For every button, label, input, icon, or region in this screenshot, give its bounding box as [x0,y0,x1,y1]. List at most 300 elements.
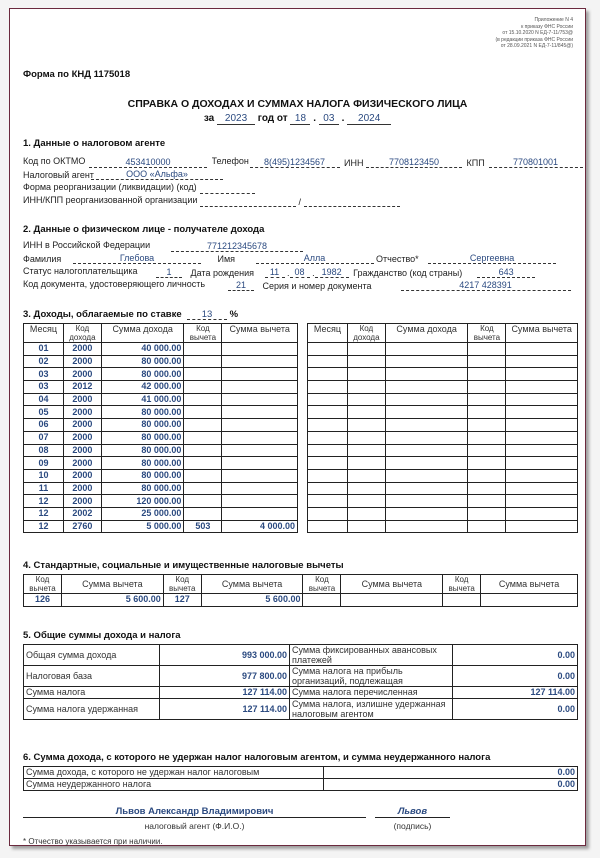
income-code [347,520,385,533]
month [308,444,348,457]
deduction-code [468,495,506,508]
income-code [347,457,385,470]
reorg-form-row [23,182,255,194]
table-row [308,419,578,432]
signature-caption: (подпись) [393,821,432,831]
income-code: 2760 [63,520,101,533]
table-row [308,482,578,495]
month [308,368,348,381]
month [308,495,348,508]
deduction-sum [222,406,298,419]
tax-base-value: 977 800.00 [160,666,290,687]
footnote: * Отчество указывается при наличии. [23,837,163,846]
person-inn-value: 771212345678 [171,241,303,252]
deduction-sum [506,343,578,356]
fixed-advance-value: 0.00 [453,645,578,666]
agent-value: ООО «Альфа» [91,169,223,180]
reorg-inn-label: ИНН/КПП реорганизованной организации [23,195,198,205]
person-inn-row [23,240,303,252]
month: 05 [24,406,64,419]
income-sum [385,381,468,394]
deduction-sum [506,495,578,508]
table-row [308,431,578,444]
month [308,520,348,533]
deduction-code [468,482,506,495]
tax-sum-value: 127 114.00 [160,687,290,699]
income-sum [385,406,468,419]
table-header-row [24,575,578,594]
income-code: 2000 [63,419,101,432]
income-sum [385,419,468,432]
percent-sign: % [229,309,239,320]
income-sum: 41 000.00 [101,393,184,406]
table-row [24,482,298,495]
col-deduction-code: Код вычета [24,575,62,594]
month [308,406,348,419]
doc-num-label: Серия и номер документа [262,281,372,291]
deduction-code [468,343,506,356]
deduction-sum [222,469,298,482]
phone-value: 8(495)1234567 [250,157,340,168]
table-row [308,469,578,482]
tax-overwithheld-label: Сумма налога, излишне удержанная налоговым агентом [290,699,453,720]
month [308,355,348,368]
col-income-code: Код дохода [63,324,101,343]
table-row [308,381,578,394]
table-row [24,368,298,381]
deduction-sum [506,520,578,533]
income-table-right [307,323,578,533]
table-row [24,699,578,720]
income-sum: 80 000.00 [101,444,184,457]
agent-full-name: Львов Александр Владимирович [23,806,366,818]
deduction-code: 127 [163,594,201,607]
reorg-label: Форма реорганизации (ликвидации) (код) [23,182,197,192]
deduction-code [468,393,506,406]
table-row [24,779,578,791]
deduction-code [184,507,222,520]
month: 07 [24,431,64,444]
tax-sum-label: Сумма налога [24,687,160,699]
doc-code-label: Код документа, удостоверяющего личность [23,279,206,289]
income-code [347,343,385,356]
income-code: 2000 [63,355,101,368]
deduction-sum [506,368,578,381]
col-deduction-sum: Сумма вычета [481,575,578,594]
income-sum [385,431,468,444]
date-month: 03 [319,113,339,125]
deduction-code [468,507,506,520]
fixed-advance-label: Сумма фиксированных авансовых платежей [290,645,453,666]
table-row [24,687,578,699]
deduction-code [184,457,222,470]
section6-heading: 6. Сумма дохода, с которого не удержан налог налоговым агентом, и сумма неудержанного налога [23,752,491,763]
income-sum [385,469,468,482]
income-code [347,393,385,406]
col-deduction-sum: Сумма вычета [506,324,578,343]
deduction-sum [222,343,298,356]
month: 09 [24,457,64,470]
deduction-sum [222,507,298,520]
income-sum: 80 000.00 [101,406,184,419]
deduction-sum [222,457,298,470]
deduction-sum [506,457,578,470]
col-deduction-code: Код вычета [468,324,506,343]
income-sum: 80 000.00 [101,431,184,444]
income-sum: 80 000.00 [101,419,184,432]
tax-transferred-value: 127 114.00 [453,687,578,699]
income-table-left [23,323,298,533]
col-deduction-code: Код вычета [163,575,201,594]
deduction-code [184,368,222,381]
month [308,431,348,444]
appendix-line: к приказу ФНС России [521,23,573,30]
dot: . [341,113,345,124]
col-month: Месяц [24,324,64,343]
income-sum [385,393,468,406]
deduction-sum [481,594,578,607]
deduction-code [468,457,506,470]
income-sum: 40 000.00 [101,343,184,356]
deduction-code: 126 [24,594,62,607]
table-row [308,495,578,508]
kpp-value: 770801001 [489,157,583,168]
income-code [347,419,385,432]
income-code: 2000 [63,343,101,356]
deduction-sum [222,431,298,444]
income-code: 2000 [63,495,101,508]
income-sum [385,495,468,508]
birth-label: Дата рождения [190,268,255,278]
deduction-code [184,406,222,419]
person-doc-row [23,279,571,291]
col-deduction-sum: Сумма вычета [222,324,298,343]
deduction-code [184,343,222,356]
income-code [347,482,385,495]
income-code [347,381,385,394]
deduction-sum [506,419,578,432]
month: 03 [24,381,64,394]
agent-label: Налоговый агент [23,170,94,180]
document-date-line [10,113,585,125]
month [308,393,348,406]
col-income-sum: Сумма дохода [385,324,468,343]
month [308,507,348,520]
table-row [24,381,298,394]
oktmo-value: 453410000 [89,157,207,168]
income-sum: 80 000.00 [101,355,184,368]
tax-overwithheld-value: 0.00 [453,699,578,720]
section3-heading [23,309,238,320]
month: 03 [24,368,64,381]
col-deduction-sum: Сумма вычета [61,575,163,594]
month: 02 [24,355,64,368]
table-row [24,393,298,406]
income-sum: 120 000.00 [101,495,184,508]
deduction-code [184,393,222,406]
income-code: 2000 [63,482,101,495]
agent-name-row [23,169,223,180]
income-sum: 5 000.00 [101,520,184,533]
deduction-code [443,594,481,607]
month: 10 [24,469,64,482]
patronymic-label: Отчество* [376,254,419,264]
deduction-sum [506,469,578,482]
birth-day: 11 [265,267,285,278]
income-sum: 42 000.00 [101,381,184,394]
birth-year: 1982 [315,267,349,278]
deduction-sum [506,444,578,457]
month: 06 [24,419,64,432]
person-name-row [23,253,556,264]
totals-table [23,644,578,720]
deduction-sum [222,444,298,457]
document-title: СПРАВКА О ДОХОДАХ И СУММАХ НАЛОГА ФИЗИЧЕСКОГО ЛИЦА [127,98,468,110]
deduction-sum [506,482,578,495]
patronymic-value: Сергеевна [428,253,556,264]
document-page [9,8,586,846]
person-inn-label: ИНН в Российской Федерации [23,240,151,250]
tax-transferred-label: Сумма налога перечисленная [290,687,453,699]
appendix-line: Приложение N 4 [534,17,573,23]
deduction-sum [506,507,578,520]
table-row [308,406,578,419]
deduction-sum [506,393,578,406]
reorg-inn-row [23,195,400,207]
table-row [308,444,578,457]
income-code: 2002 [63,507,101,520]
income-sum [385,482,468,495]
section4-heading: 4. Стандартные, социальные и имущественные налоговые вычеты [23,560,344,571]
month [308,343,348,356]
income-sum: 25 000.00 [101,507,184,520]
form-code: Форма по КНД 1175018 [23,69,131,80]
col-deduction-code: Код вычета [443,575,481,594]
income-sum: 80 000.00 [101,368,184,381]
income-code: 2000 [63,368,101,381]
table-row [308,520,578,533]
deduction-code [468,355,506,368]
deduction-code [468,381,506,394]
deduction-code [184,355,222,368]
income-code [347,444,385,457]
month: 01 [24,343,64,356]
deduction-code [184,419,222,432]
appendix-note [495,17,573,50]
deduction-code [303,594,341,607]
table-row [24,520,298,533]
deduction-code [468,406,506,419]
slash: / [298,197,302,207]
dot: . [313,113,317,124]
col-income-code: Код дохода [347,324,385,343]
section2-heading: 2. Данные о физическом лице - получателе дохода [23,224,265,235]
month: 12 [24,507,64,520]
surname-value: Глебова [73,253,201,264]
income-code [347,406,385,419]
deduction-sum [222,393,298,406]
month: 04 [24,393,64,406]
col-deduction-code: Код вычета [184,324,222,343]
profit-tax-label: Сумма налога на прибыль организаций, подлежащая [290,666,453,687]
deduction-sum [506,406,578,419]
table-row [24,594,578,607]
table-row [308,355,578,368]
deduction-sum [506,381,578,394]
deduction-sum [222,495,298,508]
deduction-code [184,495,222,508]
table-row [24,645,578,666]
income-code [347,368,385,381]
reorg-kpp-value [304,196,400,207]
status-value: 1 [156,267,182,278]
table-row [24,419,298,432]
status-label: Статус налогоплательщика [23,266,138,276]
table-row [24,444,298,457]
table-row [24,343,298,356]
income-code [347,431,385,444]
income-code [347,507,385,520]
deduction-sum [222,419,298,432]
income-code [347,469,385,482]
deduction-code [184,469,222,482]
table-header-row [308,324,578,343]
table-row [24,767,578,779]
table-row [24,507,298,520]
table-row [24,406,298,419]
table-row [24,355,298,368]
income-sum [385,444,468,457]
citizenship-label: Гражданство (код страны) [353,268,463,278]
table-row [24,666,578,687]
income-code: 2000 [63,469,101,482]
month [308,419,348,432]
income-sum: 80 000.00 [101,482,184,495]
profit-tax-value: 0.00 [453,666,578,687]
table-row [308,343,578,356]
deduction-code [468,444,506,457]
doc-code-value: 21 [228,280,254,291]
unwithheld-tax-label: Сумма неудержанного налога [24,779,324,791]
section1-heading: 1. Данные о налоговом агенте [23,138,166,149]
deduction-sum [506,355,578,368]
deduction-code [468,419,506,432]
section5-heading: 5. Общие суммы дохода и налога [23,630,181,641]
income-sum [385,343,468,356]
income-sum [385,368,468,381]
phone-label: Телефон [211,156,249,166]
name-label: Имя [217,254,236,264]
agent-inn-label: ИНН [344,158,364,168]
deduction-code: 503 [184,520,222,533]
table-row [24,431,298,444]
deduction-sum [222,368,298,381]
tax-withheld-value: 127 114.00 [160,699,290,720]
deduction-code [468,520,506,533]
agent-codes-row [23,156,583,168]
income-code [347,495,385,508]
income-code: 2000 [63,406,101,419]
deduction-sum [222,355,298,368]
income-sum [385,520,468,533]
section3-heading-text: 3. Доходы, облагаемые по ставке [23,309,182,320]
col-deduction-code: Код вычета [303,575,341,594]
income-sum: 80 000.00 [101,469,184,482]
date-day: 18 [290,113,310,125]
deduction-code [468,431,506,444]
tax-rate: 13 [187,309,227,320]
deduction-code [468,368,506,381]
income-sum: 80 000.00 [101,457,184,470]
total-income-value: 993 000.00 [160,645,290,666]
unwithheld-income-label: Сумма дохода, с которого не удержан налог налоговым [24,767,324,779]
table-header-row [24,324,298,343]
appendix-line: (в редакции приказа ФНС России [495,36,573,43]
total-income-label: Общая сумма дохода [24,645,160,666]
income-code: 2000 [63,457,101,470]
signature: Львов [375,806,450,818]
tax-withheld-label: Сумма налога удержанная [24,699,160,720]
table-row [24,495,298,508]
income-code: 2000 [63,431,101,444]
oktmo-label: Код по ОКТМО [23,156,86,166]
table-row [24,457,298,470]
name-value: Алла [256,253,374,264]
income-code: 2012 [63,381,101,394]
agent-name-caption: налоговый агент (Ф.И.О.) [144,821,245,831]
month: 12 [24,520,64,533]
deduction-sum: 5 600.00 [61,594,163,607]
agent-inn-value: 7708123450 [366,157,462,168]
kpp-label: КПП [466,158,485,168]
deductions-table [23,574,578,607]
appendix-line: от 28.09.2021 N ЕД-7-11/845@) [500,43,573,49]
month: 08 [24,444,64,457]
deduction-code [184,482,222,495]
deduction-sum: 5 600.00 [201,594,303,607]
deduction-sum [341,594,443,607]
god-ot-label: год от [257,113,288,124]
reorg-value [200,183,255,194]
col-month: Месяц [308,324,348,343]
deduction-code [184,431,222,444]
month [308,482,348,495]
table-row [308,457,578,470]
unwithheld-income-value: 0.00 [324,767,578,779]
income-sum [385,355,468,368]
income-code [347,355,385,368]
deduction-code [468,469,506,482]
deduction-sum [506,431,578,444]
deduction-code [184,381,222,394]
col-deduction-sum: Сумма вычета [341,575,443,594]
deduction-sum: 4 000.00 [222,520,298,533]
person-status-row: Статус налогоплательщика 1 Дата рождения 11 . 08 . 1982 Гражданство (код страны) 643 [23,266,535,278]
col-income-sum: Сумма дохода [101,324,184,343]
appendix-line: от 15.10.2020 N ЕД-7-11/753@ [502,30,573,36]
deduction-sum [222,381,298,394]
reorg-inn-value [200,196,296,207]
month [308,381,348,394]
income-code: 2000 [63,393,101,406]
month: 12 [24,495,64,508]
tax-base-label: Налоговая база [24,666,160,687]
table-row [308,507,578,520]
doc-num-value: 4217 428391 [401,280,571,291]
col-deduction-sum: Сумма вычета [201,575,303,594]
unwithheld-tax-value: 0.00 [324,779,578,791]
income-sum [385,457,468,470]
